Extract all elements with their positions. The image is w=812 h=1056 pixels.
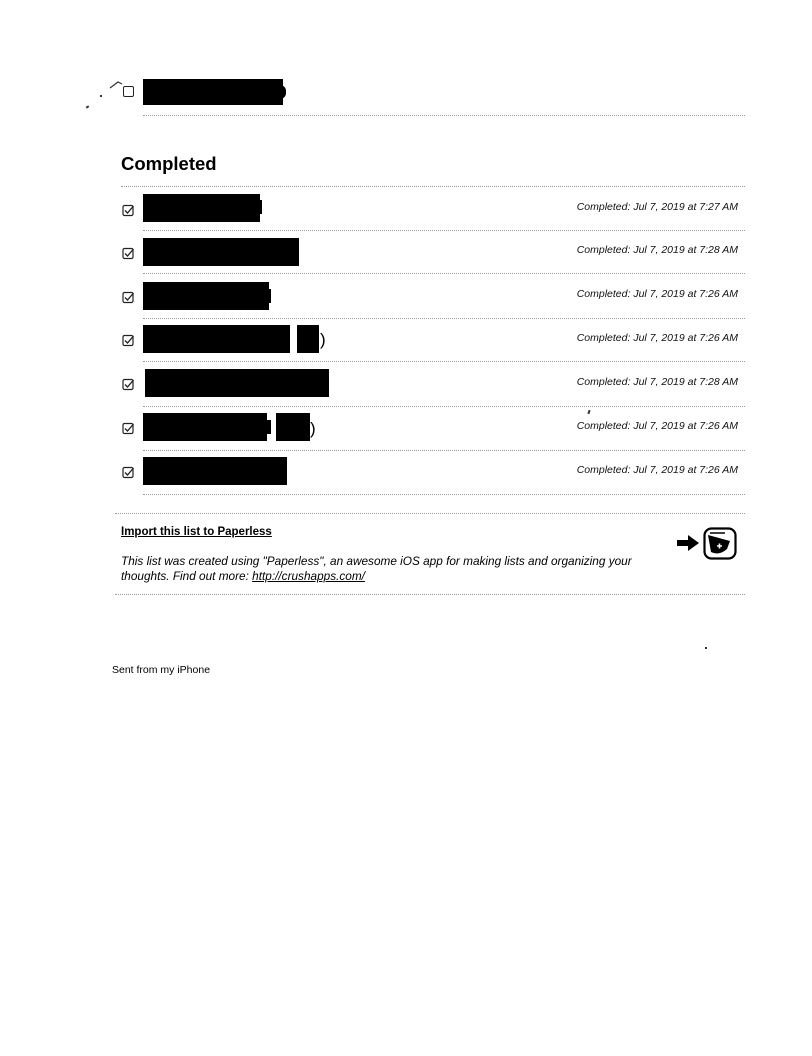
completed-timestamp: Completed: Jul 7, 2019 at 7:26 AM — [576, 332, 738, 344]
completed-timestamp: Completed: Jul 7, 2019 at 7:26 AM — [576, 420, 738, 432]
divider — [143, 450, 745, 451]
divider — [143, 318, 745, 319]
header-item-checkbox[interactable] — [123, 86, 134, 97]
checked-checkbox-icon[interactable] — [122, 466, 135, 479]
completed-timestamp: Completed: Jul 7, 2019 at 7:28 AM — [576, 376, 738, 388]
scan-speck — [100, 95, 102, 97]
redaction-block — [143, 79, 283, 105]
redaction-block — [266, 420, 271, 434]
redaction-block — [259, 200, 262, 214]
paperless-app-icon[interactable] — [703, 527, 737, 560]
redaction-block — [145, 369, 329, 397]
email-signature: Sent from my iPhone — [112, 664, 211, 676]
redaction-block — [276, 413, 310, 441]
completed-timestamp: Completed: Jul 7, 2019 at 7:26 AM — [576, 288, 738, 300]
item-trailing-char: ) — [320, 330, 326, 349]
checked-checkbox-icon[interactable] — [122, 291, 135, 304]
redaction-block — [297, 325, 319, 353]
arrow-right-icon — [676, 535, 700, 551]
import-to-paperless-link[interactable]: Import this list to Paperless — [121, 526, 272, 538]
scan-speck — [587, 410, 590, 414]
divider — [121, 186, 745, 187]
pen-stroke-mark — [109, 80, 123, 90]
checked-checkbox-icon[interactable] — [122, 204, 135, 217]
checked-checkbox-icon[interactable] — [122, 422, 135, 435]
divider — [115, 513, 745, 514]
redaction-block — [143, 457, 287, 485]
redaction-block — [280, 85, 286, 99]
completed-timestamp: Completed: Jul 7, 2019 at 7:28 AM — [576, 244, 738, 256]
completed-timestamp: Completed: Jul 7, 2019 at 7:26 AM — [576, 464, 738, 476]
scan-speck — [86, 105, 90, 108]
checked-checkbox-icon[interactable] — [122, 334, 135, 347]
divider — [143, 494, 745, 495]
divider — [143, 273, 745, 274]
divider — [143, 406, 745, 407]
redaction-block — [143, 282, 269, 310]
redaction-block — [268, 289, 271, 303]
divider — [115, 594, 745, 595]
redaction-block — [143, 238, 299, 266]
divider — [143, 230, 745, 231]
checked-checkbox-icon[interactable] — [122, 247, 135, 260]
promo-text: This list was created using "Paperless", an awesome iOS app for making lists and organizing your thoughts. Find out more: — [121, 554, 632, 583]
promo-description — [121, 554, 661, 584]
completed-timestamp: Completed: Jul 7, 2019 at 7:27 AM — [576, 201, 738, 213]
divider — [143, 361, 745, 362]
divider — [143, 115, 745, 116]
redaction-block — [143, 413, 267, 441]
redaction-block — [143, 325, 290, 353]
section-title: Completed — [121, 153, 217, 174]
item-trailing-char: ) — [310, 419, 316, 438]
redaction-block — [143, 194, 260, 222]
scan-speck — [705, 647, 707, 649]
checked-checkbox-icon[interactable] — [122, 378, 135, 391]
crushapps-link[interactable]: http://crushapps.com/ — [252, 569, 365, 583]
